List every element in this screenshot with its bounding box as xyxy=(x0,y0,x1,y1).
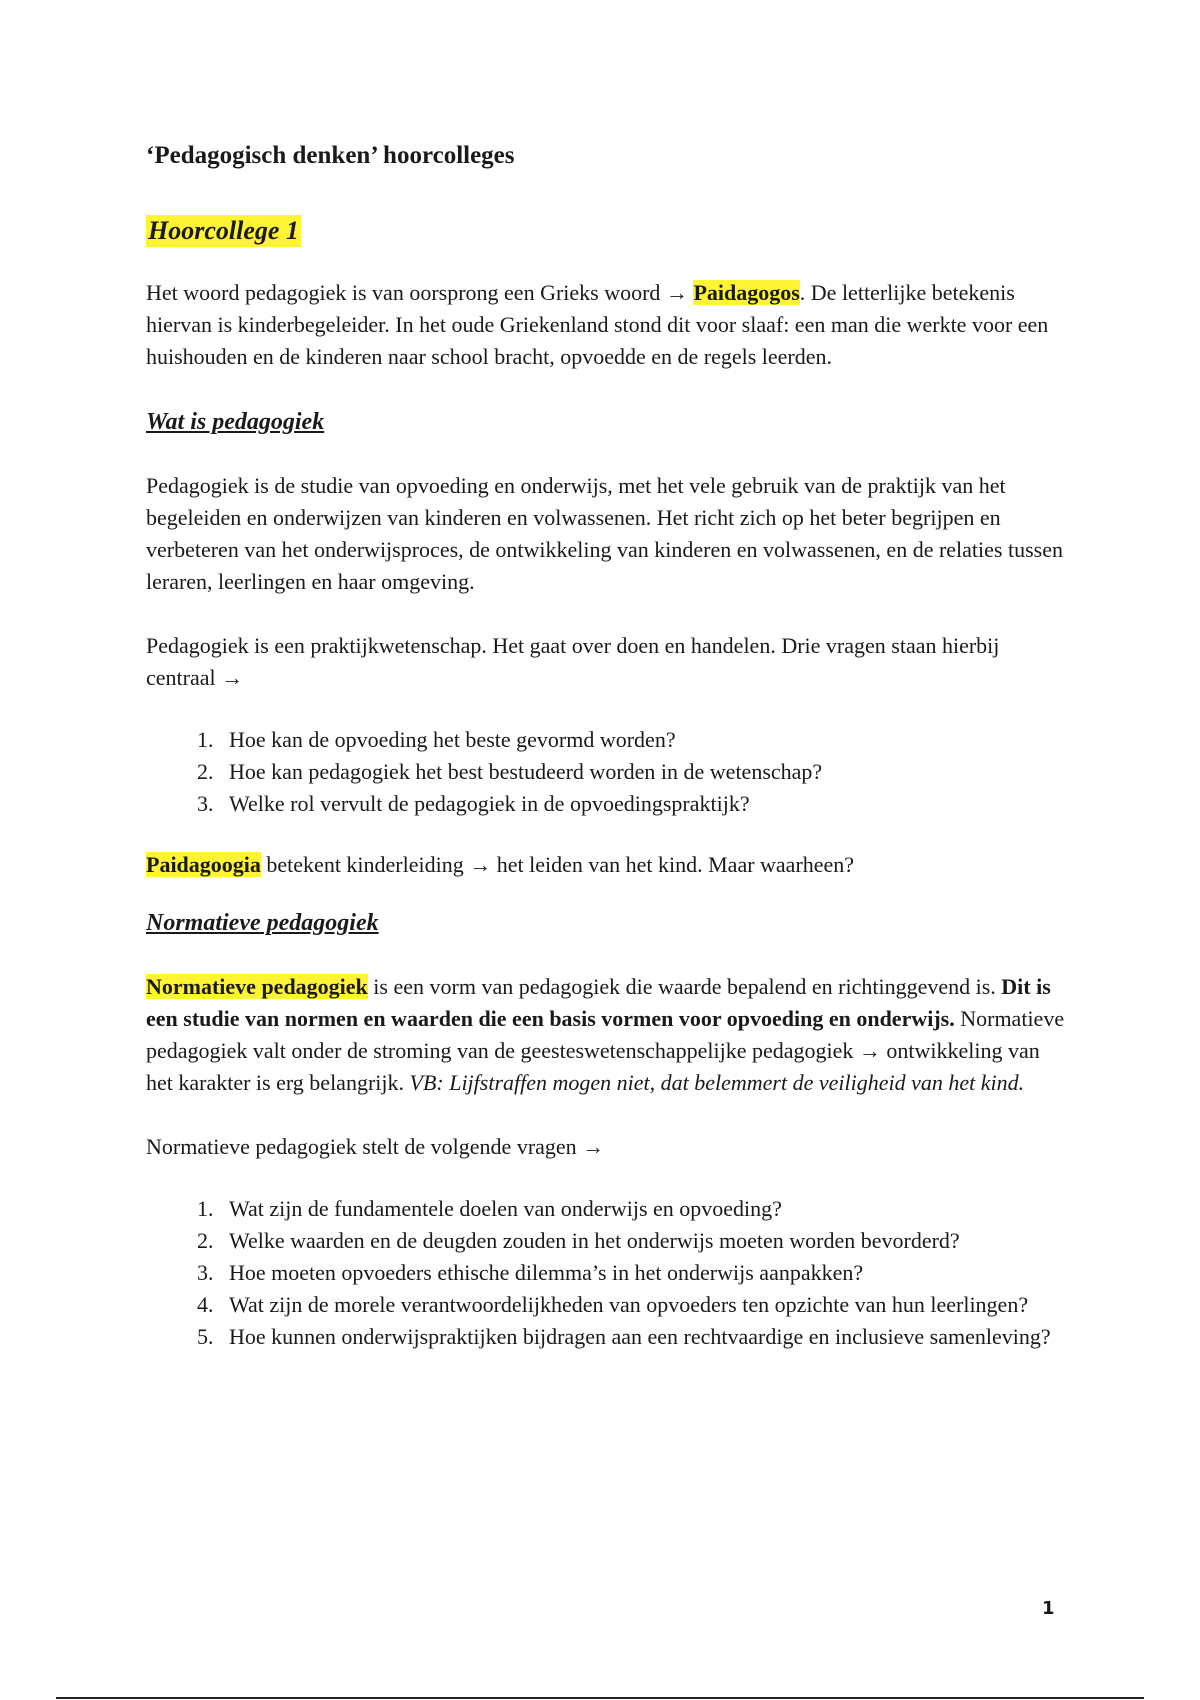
intro-paragraph: Het woord pedagogiek is van oorsprong een Grieks woord → Paidagogos. De letterlijke betekenis hiervan is kinderbegeleider. In het oude Griekenland stond dit voor slaaf: een man die werkte voor een huishouden en de kinderen naar school bracht, opvoedde en de regels leerden. xyxy=(146,280,1049,369)
page-number: 1 xyxy=(1042,1598,1055,1619)
highlight-paidagoogia: Paidagoogia xyxy=(146,852,261,878)
question-list-normative xyxy=(146,1193,1066,1353)
highlight-normative: Normatieve pedagogiek xyxy=(146,974,368,1000)
subheading-what-is: Wat is pedagogiek xyxy=(146,409,325,435)
list-item: 3. Hoe moeten opvoeders ethische dilemma’s in het onderwijs aanpakken? xyxy=(219,1257,1066,1289)
italic-example: VB: Lijfstraffen mogen niet, dat belemmert de veiligheid van het kind. xyxy=(409,1070,1025,1096)
paragraph-paidagoogia: Paidagoogia betekent kinderleiding → het leiden van het kind. Maar waarheen? xyxy=(146,852,855,878)
document-title: ‘Pedagogisch denken’ hoorcolleges xyxy=(146,142,515,169)
paragraph-definition: Pedagogiek is de studie van opvoeding en onderwijs, met het vele gebruik van de praktijk van het begeleiden en onderwijzen van kinderen en volwassenen. Het richt zich op het beter begrijpen en verbeteren van het onderwijsproces, de ontwikkeling van kinderen en volwassenen, en de relaties tussen leraren, leerlingen en haar omgeving. xyxy=(146,473,1063,595)
page-divider xyxy=(56,1697,1144,1699)
list-item: 4. Wat zijn de morele verantwoordelijkheden van opvoeders ten opzichte van hun leerlingen? xyxy=(219,1289,1066,1321)
paragraph-normative: Normatieve pedagogiek is een vorm van pedagogiek die waarde bepalend en richtinggevend is. Dit is een studie van normen en waarden die een basis vormen voor opvoeding en onderwijs. Normatieve pedagogiek valt onder de stroming van de geesteswetenschappelijke pedagogiek → ontwikkeling van het karakter is erg belangrijk. VB: Lijfstraffen mogen niet, dat belemmert de veiligheid van het kind. xyxy=(146,974,1065,1096)
list-item: 1. Hoe kan de opvoeding het beste gevormd worden? xyxy=(219,724,1066,756)
list-item: 5. Hoe kunnen onderwijspraktijken bijdragen aan een rechtvaardige en inclusieve samenleving? xyxy=(219,1321,1066,1353)
document-page xyxy=(146,140,1066,1353)
list-item: 1. Wat zijn de fundamentele doelen van onderwijs en opvoeding? xyxy=(219,1193,1066,1225)
highlight-paidagogos: Paidagogos xyxy=(693,280,800,305)
list-item: 3. Welke rol vervult de pedagogiek in de opvoedingspraktijk? xyxy=(219,788,1066,820)
section-heading: Hoorcollege 1 xyxy=(146,215,301,248)
subheading-normative: Normatieve pedagogiek xyxy=(146,910,379,937)
paragraph-normative-questions: Normatieve pedagogiek stelt de volgende vragen → xyxy=(146,1134,605,1160)
paragraph-practice: Pedagogiek is een praktijkwetenschap. Het gaat over doen en handelen. Drie vragen staan hierbij centraal → xyxy=(146,633,1000,691)
list-item: 2. Hoe kan pedagogiek het best bestudeerd worden in de wetenschap? xyxy=(219,756,1066,788)
list-item: 2. Welke waarden en de deugden zouden in het onderwijs moeten worden bevorderd? xyxy=(219,1225,1066,1257)
question-list-central xyxy=(146,724,1066,820)
bold-statement: Dit is een studie van normen en waarden die een basis vormen voor opvoeding en onderwijs. xyxy=(146,974,1051,1032)
